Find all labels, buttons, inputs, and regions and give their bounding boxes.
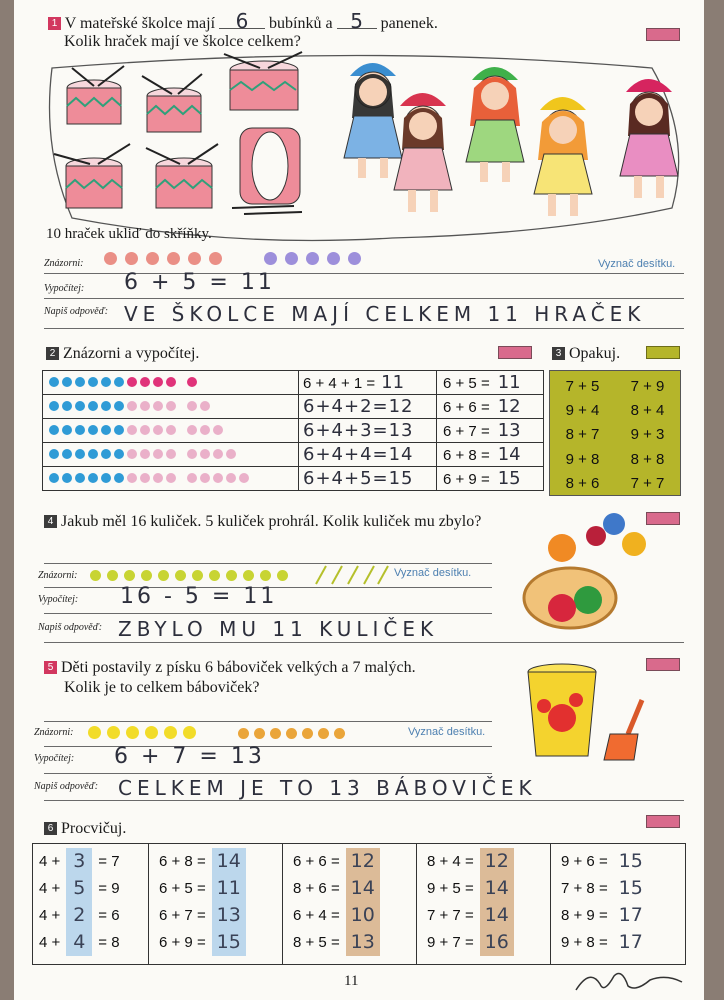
ex6-row <box>561 875 685 902</box>
ex3-title-text: Opakuj. <box>569 345 621 362</box>
ex6-answer[interactable]: 15 <box>212 929 246 956</box>
ex6-expression: 6 + 8 = <box>159 853 206 870</box>
blue-dot <box>49 425 59 435</box>
doll-icon <box>466 67 524 182</box>
ex6-prefix: 4 + <box>39 934 61 951</box>
ex6-row <box>293 848 416 875</box>
teacher-signature <box>570 964 690 998</box>
pink-dot <box>127 449 137 459</box>
ex2-sum-cell <box>437 443 544 467</box>
pink-dot <box>213 449 223 459</box>
ex6-column-3 <box>283 844 417 965</box>
ex3-expression: 9 + 4 <box>565 402 600 420</box>
blue-dot <box>75 473 85 483</box>
ex2-expression-cell <box>299 443 437 467</box>
pink-dot <box>187 401 197 411</box>
ex6-suffix: = 8 <box>98 934 120 951</box>
ex2-expression-cell <box>299 371 437 395</box>
ex2-written-expression[interactable]: 6+4+5=15 <box>303 468 414 489</box>
ex3-expression: 7 + 9 <box>630 377 665 395</box>
ex4-hint: Vyznač desítku. <box>394 567 472 579</box>
pink-dot <box>127 401 137 411</box>
pink-dot <box>153 473 163 483</box>
ex5-hint: Vyznač desítku. <box>408 726 486 738</box>
ex2-title <box>46 345 199 363</box>
ex6-row <box>293 875 416 902</box>
pink-dot <box>153 449 163 459</box>
ex6-expression: 6 + 5 = <box>159 880 206 897</box>
blue-dot <box>75 401 85 411</box>
ex1-question-part-b: bubínků a <box>269 15 333 32</box>
ex6-row <box>39 875 148 902</box>
drum-icon <box>146 144 218 208</box>
ex3-row <box>550 423 680 447</box>
blue-dot <box>88 425 98 435</box>
pink-dot <box>226 473 236 483</box>
doll-icon <box>620 79 678 198</box>
ex6-expression: 8 + 4 = <box>427 853 474 870</box>
ex2-expression-cell <box>299 467 437 491</box>
ex4-znazorni-label: Znázorni: <box>38 570 78 581</box>
ex1-odpoved-label: Napiš odpověď: <box>44 306 109 317</box>
ex6-expression: 6 + 4 = <box>293 907 340 924</box>
ex6-answer[interactable]: 13 <box>346 929 380 956</box>
pink-dot <box>153 401 163 411</box>
ex2-expression: 6 + 4 + 1 = <box>303 375 376 392</box>
ex6-title <box>44 820 126 838</box>
pink-dot <box>187 425 197 435</box>
blue-dot <box>49 377 59 387</box>
ex3-row <box>550 374 680 398</box>
pink-dot <box>140 401 150 411</box>
ex6-column-5 <box>551 844 686 965</box>
ex3-expression: 9 + 3 <box>630 426 665 444</box>
ex6-row <box>39 929 148 956</box>
blue-dot <box>62 449 72 459</box>
blue-dot <box>75 377 85 387</box>
drum-icon <box>142 74 202 132</box>
ex2-expression-answer[interactable]: 11 <box>381 372 405 393</box>
ex6-row <box>561 929 685 956</box>
blue-dot <box>101 449 111 459</box>
ex6-answer[interactable]: 17 <box>618 904 643 926</box>
ex6-column-1 <box>33 844 149 965</box>
ex1-number: 1 <box>48 17 61 30</box>
ex1-dolls-answer[interactable]: 5 <box>337 14 377 29</box>
ex2-expression-cell <box>299 419 437 443</box>
ex5-number: 5 <box>44 661 57 674</box>
ex3-score-box[interactable] <box>646 346 680 359</box>
ex4-title-text: Jakub měl 16 kuliček. 5 kuliček prohrál. Kolik kuliček mu zbylo? <box>61 513 482 530</box>
ex1-note: 10 hraček ukliď do skříňky. <box>46 226 212 242</box>
ex6-table <box>32 843 686 965</box>
ex1-question-part-a: V mateřské školce mají <box>64 15 216 32</box>
ex6-row <box>427 848 550 875</box>
ex4-title <box>44 513 481 531</box>
pink-dot <box>140 377 150 387</box>
blue-dot <box>88 401 98 411</box>
ex3-expression: 8 + 8 <box>630 450 665 468</box>
ex2-sum: 6 + 9 = <box>443 471 490 488</box>
ex2-number: 2 <box>46 347 59 360</box>
ex6-expression: 7 + 7 = <box>427 907 474 924</box>
ex6-answer[interactable]: 14 <box>480 902 514 929</box>
ex6-row <box>293 902 416 929</box>
ex6-row <box>427 875 550 902</box>
ex6-suffix: = 6 <box>98 907 120 924</box>
drum-icon <box>54 144 130 208</box>
ex6-answer[interactable]: 5 <box>66 875 92 902</box>
ex3-expression: 7 + 7 <box>630 475 665 493</box>
table-row <box>43 371 544 395</box>
ex2-dots-cell[interactable] <box>43 395 299 419</box>
ex1-drums-answer[interactable]: 6 <box>219 14 265 29</box>
blue-dot <box>49 473 59 483</box>
ex3-box <box>549 370 681 496</box>
ex3-expression: 9 + 8 <box>565 450 600 468</box>
ex2-table <box>42 370 544 491</box>
ex6-expression: 8 + 9 = <box>561 907 608 924</box>
ex2-sum-answer[interactable]: 14 <box>497 444 521 465</box>
ex6-answer[interactable]: 14 <box>480 875 514 902</box>
ex2-sum-answer[interactable]: 15 <box>497 468 521 489</box>
table-row <box>43 467 544 491</box>
blue-dot <box>101 401 111 411</box>
blue-dot <box>88 473 98 483</box>
ex2-dots-cell[interactable] <box>43 371 299 395</box>
pink-dot <box>153 377 163 387</box>
doll-icon <box>344 63 402 178</box>
pink-dot <box>213 425 223 435</box>
ex6-row <box>159 902 282 929</box>
pink-dot <box>239 473 249 483</box>
ex2-sum: 6 + 7 = <box>443 423 490 440</box>
ex6-expression: 9 + 8 = <box>561 934 608 951</box>
ex1-question-part-c: panenek. <box>380 15 438 32</box>
ex2-sum-answer[interactable]: 11 <box>497 372 521 393</box>
ex6-row <box>293 929 416 956</box>
ex1-question <box>48 9 508 33</box>
ex5-calculation[interactable]: 6 + 7 = 13 <box>114 744 265 769</box>
pink-dot <box>140 425 150 435</box>
pink-dot <box>127 473 137 483</box>
ex6-row <box>427 902 550 929</box>
blue-dot <box>49 449 59 459</box>
ex2-sum-cell <box>437 395 544 419</box>
ex5-title-1 <box>44 659 416 677</box>
pink-dot <box>127 425 137 435</box>
drum-side-icon <box>232 128 302 214</box>
table-row <box>43 419 544 443</box>
blue-dot <box>62 425 72 435</box>
ex6-answer[interactable]: 4 <box>66 929 92 956</box>
blue-dot <box>101 473 111 483</box>
ex1-znazorni-label: Znázorni: <box>44 258 84 269</box>
ex4-crossed-dots <box>310 564 400 586</box>
blue-dot <box>62 473 72 483</box>
pink-dot <box>166 377 176 387</box>
ex6-answer[interactable]: 12 <box>346 848 380 875</box>
blue-dot <box>62 401 72 411</box>
ex4-vypocitej-label: Vypočítej: <box>38 594 79 605</box>
ex2-sum-cell <box>437 371 544 395</box>
ex6-suffix: = 9 <box>98 880 120 897</box>
pink-dot <box>213 473 223 483</box>
ex6-answer[interactable]: 3 <box>66 848 92 875</box>
pink-dot <box>200 425 210 435</box>
ex6-answer[interactable]: 15 <box>618 850 643 872</box>
ex6-answer[interactable]: 12 <box>480 848 514 875</box>
ex6-row <box>39 848 148 875</box>
ex2-sum: 6 + 6 = <box>443 399 490 416</box>
ex6-prefix: 4 + <box>39 880 61 897</box>
ex6-answer[interactable]: 11 <box>212 875 246 902</box>
ex6-row <box>159 848 282 875</box>
ex6-number: 6 <box>44 822 57 835</box>
ex2-written-expression[interactable]: 6+4+4=14 <box>303 444 414 465</box>
doll-icon <box>394 93 452 212</box>
ex6-prefix: 4 + <box>39 907 61 924</box>
ex3-expression: 7 + 5 <box>565 377 600 395</box>
ex2-sum: 6 + 8 = <box>443 447 490 464</box>
pink-dot <box>187 473 197 483</box>
ex6-row <box>39 902 148 929</box>
pink-dot <box>140 473 150 483</box>
ex2-score-box[interactable] <box>498 346 532 359</box>
ex6-expression: 9 + 6 = <box>561 853 608 870</box>
marbles-icon <box>522 512 682 632</box>
pink-dot <box>127 377 137 387</box>
ex6-title-text: Procvičuj. <box>61 820 127 837</box>
blue-dot <box>88 449 98 459</box>
ex3-row <box>550 472 680 496</box>
ex2-title-text: Znázorni a vypočítej. <box>63 345 200 362</box>
ex6-expression: 8 + 6 = <box>293 880 340 897</box>
ex6-answer[interactable]: 14 <box>212 848 246 875</box>
ex1-question-2: Kolik hraček mají ve školce celkem? <box>64 33 301 50</box>
ex4-answer[interactable]: ZBYLO MU 11 KULIČEK <box>118 617 439 641</box>
ex3-title <box>552 345 620 363</box>
ex1-illustration <box>32 48 692 244</box>
ex1-calculation[interactable]: 6 + 5 = 11 <box>124 270 275 295</box>
ex6-column-4 <box>417 844 551 965</box>
ex3-number: 3 <box>552 347 565 360</box>
drum-icon <box>224 52 302 110</box>
ex1-vypocitej-label: Vypočítej: <box>44 283 85 294</box>
blue-dot <box>62 377 72 387</box>
ex4-number: 4 <box>44 515 57 528</box>
ex2-dots-cell[interactable] <box>43 419 299 443</box>
ex2-sum-answer[interactable]: 12 <box>497 396 521 417</box>
ex3-row <box>550 398 680 422</box>
blue-dot <box>101 377 111 387</box>
ex6-expression: 6 + 7 = <box>159 907 206 924</box>
ex2-sum: 6 + 5 = <box>443 375 490 392</box>
pink-dot <box>166 401 176 411</box>
blue-dot <box>75 425 85 435</box>
ex1-answer[interactable]: VE ŠKOLCE MAJÍ CELKEM 11 HRAČEK <box>124 302 646 326</box>
ex6-expression: 9 + 5 = <box>427 880 474 897</box>
pink-dot <box>153 425 163 435</box>
ex3-expression: 8 + 7 <box>565 426 600 444</box>
ex6-row <box>159 929 282 956</box>
pink-dot <box>200 473 210 483</box>
ex4-calculation[interactable]: 16 - 5 = 11 <box>120 584 278 609</box>
ex6-answer[interactable]: 10 <box>346 902 380 929</box>
ex5-odpoved-label: Napiš odpověď: <box>34 781 99 792</box>
ex2-expression-cell <box>299 395 437 419</box>
ex6-expression: 6 + 9 = <box>159 934 206 951</box>
ex6-row <box>561 902 685 929</box>
blue-dot <box>88 377 98 387</box>
pink-dot <box>166 425 176 435</box>
workbook-page <box>14 0 704 1000</box>
ex2-written-expression[interactable]: 6+4+2=12 <box>303 396 414 417</box>
doll-icon <box>534 97 592 216</box>
ex6-answer[interactable]: 15 <box>618 877 643 899</box>
ex6-expression: 8 + 5 = <box>293 934 340 951</box>
ex6-expression: 6 + 6 = <box>293 853 340 870</box>
blue-dot <box>114 449 124 459</box>
ex1-score-box[interactable] <box>646 28 680 41</box>
blue-dot <box>114 473 124 483</box>
ex1-hint: Vyznač desítku. <box>598 258 676 270</box>
ex6-answer[interactable]: 14 <box>346 875 380 902</box>
blue-dot <box>75 449 85 459</box>
table-row <box>43 443 544 467</box>
ex1-dots[interactable] <box>104 252 524 270</box>
ex6-answer[interactable]: 13 <box>212 902 246 929</box>
blue-dot <box>101 425 111 435</box>
blue-dot <box>49 401 59 411</box>
pink-dot <box>226 449 236 459</box>
ex6-row <box>561 848 685 875</box>
ex5-dots[interactable] <box>88 726 408 744</box>
ex6-score-box[interactable] <box>646 815 680 828</box>
ex6-expression: 7 + 8 = <box>561 880 608 897</box>
ex5-znazorni-label: Znázorni: <box>34 727 74 738</box>
ex5-vypocitej-label: Vypočítej: <box>34 753 75 764</box>
ex6-row <box>159 875 282 902</box>
ex6-expression: 9 + 7 = <box>427 934 474 951</box>
ex6-answer[interactable]: 17 <box>618 931 643 953</box>
table-row <box>43 395 544 419</box>
ex4-odpoved-label: Napiš odpověď: <box>38 622 103 633</box>
sand-bucket-icon <box>514 660 654 770</box>
ex3-row <box>550 447 680 471</box>
ex5-title-text-1: Děti postavily z písku 6 báboviček velkých a 7 malých. <box>61 659 416 676</box>
pink-dot <box>166 449 176 459</box>
ex2-dots-cell[interactable] <box>43 467 299 491</box>
pink-dot <box>200 401 210 411</box>
ex6-prefix: 4 + <box>39 853 61 870</box>
pink-dot <box>140 449 150 459</box>
page-number: 11 <box>344 973 359 989</box>
ex3-expression: 8 + 4 <box>630 402 665 420</box>
pink-dot <box>200 449 210 459</box>
ex6-row <box>427 929 550 956</box>
drum-icon <box>67 66 124 124</box>
pink-dot <box>166 473 176 483</box>
blue-dot <box>114 377 124 387</box>
ex5-answer[interactable]: CELKEM JE TO 13 BÁBOVIČEK <box>118 776 537 800</box>
blue-dot <box>114 401 124 411</box>
pink-dot <box>187 449 197 459</box>
pink-dot <box>187 377 197 387</box>
ex6-suffix: = 7 <box>98 853 120 870</box>
ex5-title-2: Kolik je to celkem báboviček? <box>64 679 260 696</box>
blue-dot <box>114 425 124 435</box>
ex2-written-expression[interactable]: 6+4+3=13 <box>303 420 414 441</box>
ex6-column-2 <box>149 844 283 965</box>
ex3-expression: 8 + 6 <box>565 475 600 493</box>
ex2-sum-cell <box>437 467 544 491</box>
ex2-dots-cell[interactable] <box>43 443 299 467</box>
ex6-answer[interactable]: 2 <box>66 902 92 929</box>
ex2-sum-cell <box>437 419 544 443</box>
ex6-answer[interactable]: 16 <box>480 929 514 956</box>
ex2-sum-answer[interactable]: 13 <box>497 420 521 441</box>
